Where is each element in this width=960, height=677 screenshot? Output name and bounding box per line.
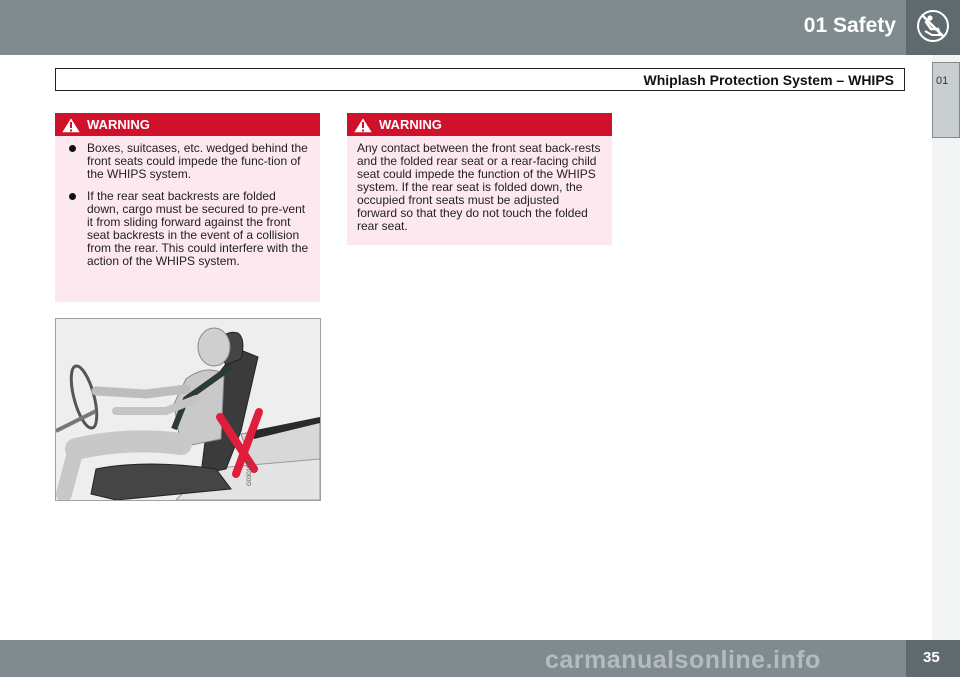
whips-illustration — [55, 318, 321, 501]
chapter-tab-strip — [932, 55, 960, 640]
list-item-text: If the rear seat backrests are folded down, cargo must be secured to pre-vent it from sliding forward against the front seat backrests in the event of a collision from the rear. This could interfere with the action of the WHIPS system. — [87, 189, 309, 268]
chapter-tab-label: 01 — [936, 75, 949, 87]
bullet-icon — [69, 145, 76, 152]
warning-title: WARNING — [379, 117, 442, 132]
chapter-badge — [906, 0, 960, 55]
watermark: carmanualsonline.info — [545, 646, 821, 674]
list-item — [65, 142, 310, 181]
warning-text: Any contact between the front seat back-rests and the folded rear seat or a rear-facing child seat could impede the function of the WHIPS system. If the rear seat is folded down, the occupied front seats must be adjusted forward so that they do not touch the folded rear seat. — [357, 141, 601, 233]
warning-header — [347, 113, 612, 136]
no-airbag-child-seat-icon — [916, 9, 950, 43]
chapter-tab-01[interactable] — [932, 62, 960, 138]
warning-box-1 — [55, 113, 320, 302]
bullet-icon — [69, 193, 76, 200]
list-item-text: Boxes, suitcases, etc. wedged behind the front seats could impede the func-tion of the WHIPS system. — [87, 141, 308, 181]
page-number: 35 — [923, 649, 940, 666]
section-title: Whiplash Protection System – WHIPS — [643, 72, 894, 88]
warning-triangle-icon — [60, 116, 82, 134]
warning-triangle-icon — [352, 116, 374, 134]
warning-box-2 — [347, 113, 612, 245]
warning-title: WARNING — [87, 117, 150, 132]
section-title-bar — [55, 68, 905, 91]
warning-body — [347, 136, 612, 241]
warning-header — [55, 113, 320, 136]
chapter-title: 01 Safety — [803, 14, 896, 37]
warning-body — [55, 136, 320, 276]
list-item — [65, 190, 310, 268]
figure-code: G030193 — [247, 461, 253, 486]
crash-test-dummy-in-seat-illustration — [56, 319, 320, 500]
